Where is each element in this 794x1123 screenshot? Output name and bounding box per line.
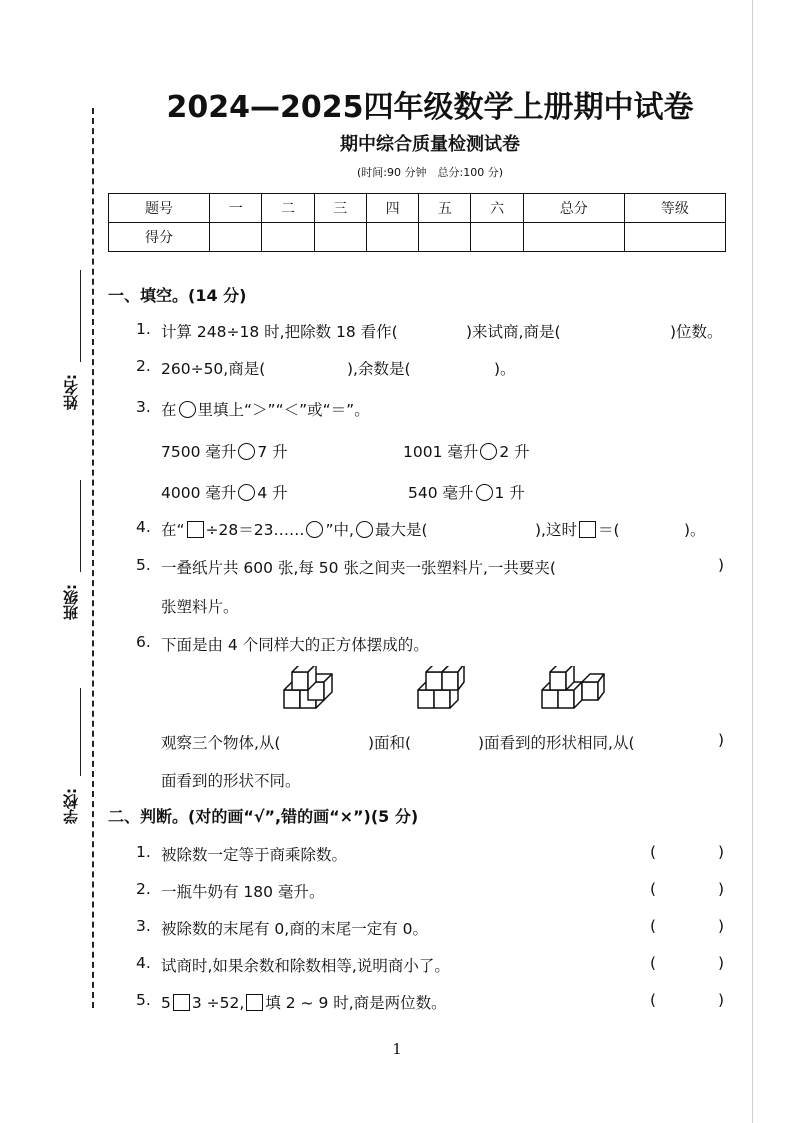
q4-text-g: )。 — [684, 521, 706, 539]
school-label: 学校: — [62, 788, 80, 824]
judge-4-close: ) — [718, 954, 725, 972]
q3-text — [161, 398, 370, 420]
square-blank-icon — [246, 994, 263, 1011]
judge-5-close: ) — [718, 991, 725, 1009]
compare-circle-icon[interactable] — [238, 484, 255, 501]
score-cell[interactable] — [314, 223, 366, 252]
judge-5-text — [161, 991, 447, 1013]
score-table-header — [109, 194, 726, 223]
score-table-row — [109, 223, 726, 252]
judge-4-number: 4. — [136, 954, 151, 972]
q5-text-a: 一叠纸片共 600 张,每 50 张之间夹一张塑料片,一共要夹( — [161, 559, 556, 577]
judge-5-number: 5. — [136, 991, 151, 1009]
score-header-cell: 四 — [366, 194, 418, 223]
q5-text-b: 张塑料片。 — [161, 598, 239, 616]
q3-c3-right: 4 升 — [257, 484, 288, 502]
q3-c2-left: 1001 毫升 — [403, 443, 479, 461]
judge-3-close: ) — [718, 917, 725, 935]
q3-compare-1 — [161, 440, 288, 462]
q1-text-a: 计算 248÷18 时,把除数 18 看作( — [161, 323, 398, 341]
score-header-cell: 六 — [471, 194, 523, 223]
judge-1-open[interactable]: ( — [650, 843, 657, 861]
score-cell[interactable] — [262, 223, 314, 252]
exam-meta: (时间:90 分钟 总分:100 分) — [357, 166, 503, 179]
q4-text-e: ),这时 — [535, 521, 577, 539]
page-edge — [752, 0, 753, 1123]
q3-c1-right: 7 升 — [257, 443, 288, 461]
circle-blank-icon — [179, 401, 196, 418]
page-subtitle: 期中综合质量检测试卷 — [340, 134, 520, 155]
score-cell[interactable] — [210, 223, 262, 252]
q4-text-f: ＝( — [597, 521, 620, 539]
q4-text-d: 最大是( — [374, 521, 428, 539]
square-blank-icon — [173, 994, 190, 1011]
judge-4-text: 试商时,如果余数和除数相等,说明商小了。 — [161, 957, 450, 975]
q6-text-b1: 观察三个物体,从( — [161, 734, 281, 752]
q3-c3-left: 4000 毫升 — [161, 484, 237, 502]
compare-circle-icon[interactable] — [480, 443, 497, 460]
q3-compare-3 — [161, 481, 288, 503]
circle-blank-icon — [306, 521, 323, 538]
cube-figure-2 — [414, 666, 466, 712]
q4-text-c: ”中, — [325, 521, 354, 539]
score-header-cell: 等级 — [624, 194, 725, 223]
section-1-heading: 一、填空。(14 分) — [108, 286, 247, 305]
cube-figure-1 — [278, 666, 344, 712]
score-header-cell: 二 — [262, 194, 314, 223]
judge-2-close: ) — [718, 880, 725, 898]
q4-text-b: ÷28＝23…… — [205, 521, 305, 539]
q6-text-b2: )面和( — [368, 734, 412, 752]
score-cell[interactable] — [366, 223, 418, 252]
judge-1-number: 1. — [136, 843, 151, 861]
q4-text — [161, 518, 428, 540]
binding-line — [92, 108, 94, 1008]
q1-text-b: )来试商,商是( — [466, 323, 561, 341]
q2-text-c: )。 — [494, 360, 516, 378]
q4-text-2 — [535, 518, 620, 540]
q2-text-a: 260÷50,商是( — [161, 360, 266, 378]
score-cell[interactable] — [471, 223, 523, 252]
score-cell[interactable] — [624, 223, 725, 252]
judge-3-number: 3. — [136, 917, 151, 935]
q6-text-b3: )面看到的形状相同,从( — [478, 734, 635, 752]
q6-close-paren: ) — [718, 731, 725, 749]
q3-c1-left: 7500 毫升 — [161, 443, 237, 461]
q3-compare-4 — [408, 481, 525, 503]
q2-text-b: ),余数是( — [347, 360, 411, 378]
score-header-cell: 三 — [314, 194, 366, 223]
judge-5-text-b: 3 ÷52, — [191, 994, 245, 1012]
q5-number: 5. — [136, 556, 151, 574]
judge-2-text: 一瓶牛奶有 180 毫升。 — [161, 883, 325, 901]
q2-number: 2. — [136, 357, 151, 375]
q1-text-c: )位数。 — [670, 323, 723, 341]
q6-text-c: 面看到的形状不同。 — [161, 772, 301, 790]
judge-3-open[interactable]: ( — [650, 917, 657, 935]
q5-close-paren: ) — [718, 556, 725, 574]
score-header-cell: 一 — [210, 194, 262, 223]
judge-5-text-c: 填 2 ~ 9 时,商是两位数。 — [265, 994, 447, 1012]
judge-1-close: ) — [718, 843, 725, 861]
q3-c4-right: 1 升 — [494, 484, 525, 502]
name-label: 姓名: — [62, 374, 80, 410]
name-line — [80, 270, 81, 362]
page-title: 2024—2025四年级数学上册期中试卷 — [166, 90, 694, 125]
circle-blank-icon — [356, 521, 373, 538]
judge-2-open[interactable]: ( — [650, 880, 657, 898]
score-header-cell: 总分 — [523, 194, 624, 223]
score-table — [108, 193, 726, 252]
square-blank-icon — [187, 521, 204, 538]
square-blank-icon — [579, 521, 596, 538]
q3-compare-2 — [403, 440, 530, 462]
q3-c2-right: 2 升 — [499, 443, 530, 461]
q3-text-b: 里填上“＞”“＜”或“＝”。 — [197, 401, 370, 419]
class-label: 班级: — [62, 584, 80, 620]
q4-text-a: 在“ — [161, 521, 185, 539]
q6-number: 6. — [136, 633, 151, 651]
school-line — [80, 688, 81, 776]
q4-number: 4. — [136, 518, 151, 536]
judge-1-text: 被除数一定等于商乘除数。 — [161, 846, 348, 864]
score-cell[interactable] — [419, 223, 471, 252]
cube-figure-3 — [538, 666, 608, 712]
score-cell[interactable] — [523, 223, 624, 252]
judge-5-text-a: 5 — [161, 994, 171, 1012]
q3-number: 3. — [136, 398, 151, 416]
section-2-heading: 二、判断。(对的画“√”,错的画“×”)(5 分) — [108, 807, 419, 826]
score-header-cell: 题号 — [109, 194, 210, 223]
score-row-label: 得分 — [109, 223, 210, 252]
compare-circle-icon[interactable] — [476, 484, 493, 501]
judge-2-number: 2. — [136, 880, 151, 898]
score-header-cell: 五 — [419, 194, 471, 223]
compare-circle-icon[interactable] — [238, 443, 255, 460]
q1-number: 1. — [136, 320, 151, 338]
class-line — [80, 480, 81, 572]
page-number: 1 — [392, 1040, 402, 1058]
judge-3-text: 被除数的末尾有 0,商的末尾一定有 0。 — [161, 920, 429, 938]
q3-text-a: 在 — [161, 401, 177, 419]
q6-text-a: 下面是由 4 个同样大的正方体摆成的。 — [161, 636, 429, 654]
q3-c4-left: 540 毫升 — [408, 484, 474, 502]
judge-4-open[interactable]: ( — [650, 954, 657, 972]
judge-5-open[interactable]: ( — [650, 991, 657, 1009]
